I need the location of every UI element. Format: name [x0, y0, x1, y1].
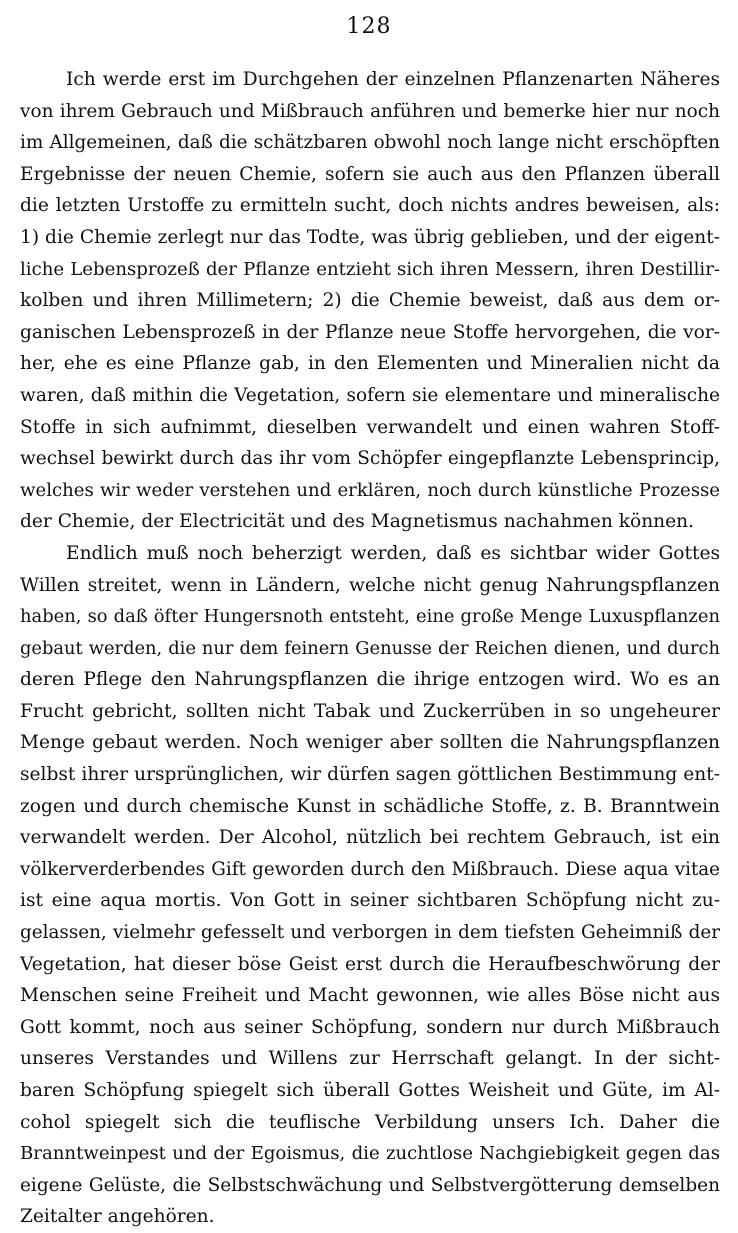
text-line: waren, daß mithin die Vegetation, sofern sie elementare und mineralische [20, 384, 720, 406]
text-line: gebaut werden, die nur dem feinern Genusse der Reichen dienen, und durch [20, 637, 720, 659]
text-line: ganischen Lebensprozeß in der Pflanze neue Stoffe hervorgehen, die vor- [20, 321, 720, 343]
text-line: ist eine aqua mortis. Von Gott in seiner sichtbaren Schöpfung nicht zu- [20, 890, 720, 912]
text-line: Ergebnisse der neuen Chemie, sofern sie auch aus den Pflanzen überall [20, 163, 720, 185]
text-line: verwandelt werden. Der Alcohol, nützlich bei rechtem Gebrauch, ist ein [20, 827, 720, 849]
text-line: der Chemie, der Electricität und des Magnetismus nachahmen können. [20, 511, 695, 533]
page-number: 128 [346, 14, 392, 39]
text-line: haben, so daß öfter Hungersnoth entsteht, eine große Menge Luxuspflanzen [20, 606, 720, 628]
text-line: Endlich muß noch beherzigt werden, daß es sichtbar wider Gottes [66, 542, 720, 564]
text-line: Menschen seine Freiheit und Macht gewonnen, wie alles Böse nicht aus [20, 985, 720, 1007]
paragraph [20, 538, 720, 1233]
text-line: Frucht gebricht, sollten nicht Tabak und Zuckerrüben in so ungeheurer [20, 700, 720, 722]
text-line: im Allgemeinen, daß die schätzbaren obwohl noch lange nicht erschöpften [20, 132, 720, 154]
text-line: Stoffe in sich aufnimmt, dieselben verwandelt und einen wahren Stoff- [20, 416, 720, 438]
body-text [20, 64, 720, 1233]
text-line: zogen und durch chemische Kunst in schädliche Stoffe, z. B. Branntwein [20, 795, 720, 817]
paragraph [20, 64, 720, 538]
text-line: Branntweinpest und der Egoismus, die zuchtlose Nachgiebigkeit gegen das [20, 1143, 720, 1165]
text-line: Vegetation, hat dieser böse Geist erst durch die Heraufbeschwörung der [20, 953, 720, 975]
text-line: Gott kommt, noch aus seiner Schöpfung, sondern nur durch Mißbrauch [20, 1016, 720, 1038]
text-line: Menge gebaut werden. Noch weniger aber sollten die Nahrungspflanzen [20, 732, 720, 754]
text-line: unseres Verstandes und Willens zur Herrschaft gelangt. In der sicht- [20, 1048, 720, 1070]
text-line: selbst ihrer ursprünglichen, wir dürfen sagen göttlichen Bestimmung ent- [20, 764, 720, 786]
text-line: baren Schöpfung spiegelt sich überall Gottes Weisheit und Güte, im Al- [20, 1080, 720, 1101]
text-line: Ich werde erst im Durchgehen der einzelnen Pflanzenarten Näheres [66, 69, 720, 90]
text-line: gelassen, vielmehr gefesselt und verborgen in dem tiefsten Geheimniß der [20, 922, 720, 944]
text-line: liche Lebensprozeß der Pflanze entzieht sich ihren Messern, ihren Destillir- [20, 258, 720, 280]
text-line: 1) die Chemie zerlegt nur das Todte, was übrig geblieben, und der eigent- [20, 226, 720, 248]
text-line: kolben und ihren Millimetern; 2) die Chemie beweist, daß aus dem or- [20, 290, 720, 312]
text-line: von ihrem Gebrauch und Mißbrauch anführen und bemerke hier nur noch [20, 100, 720, 122]
text-line: deren Pflege den Nahrungspflanzen die ihrige entzogen wird. Wo es an [20, 669, 720, 691]
text-line: her, ehe es eine Pflanze gab, in den Elementen und Mineralien nicht da [20, 353, 720, 375]
text-line: cohol spiegelt sich die teuflische Verbildung unsers Ich. Daher die [20, 1111, 720, 1133]
text-line: die letzten Urstoffe zu ermitteln sucht, doch nichts andres beweisen, als: [20, 195, 720, 217]
text-line: welches wir weder verstehen und erklären, noch durch künstliche Prozesse [20, 479, 720, 501]
text-line: Willen streitet, wenn in Ländern, welche nicht genug Nahrungspflanzen [20, 574, 720, 596]
text-line: völkerverderbendes Gift geworden durch den Mißbrauch. Diese aqua vitae [20, 858, 720, 880]
text-line: wechsel bewirkt durch das ihr vom Schöpfer eingepflanzte Lebensprincip, [20, 448, 720, 470]
text-line: Zeitalter angehören. [20, 1206, 215, 1228]
text-line: eigene Gelüste, die Selbstschwächung und Selbstvergötterung demselben [20, 1174, 720, 1196]
